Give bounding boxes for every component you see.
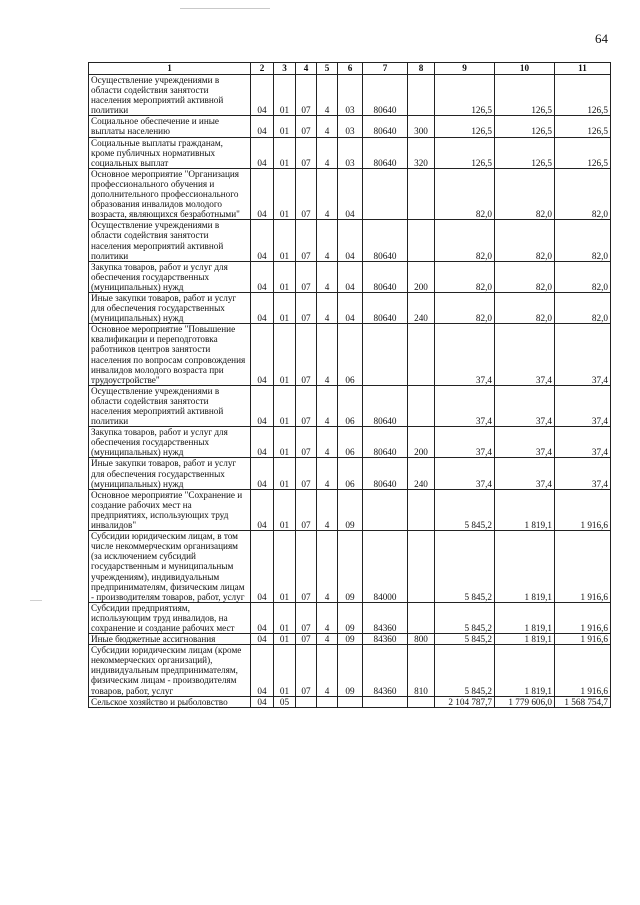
column-header-10: 10 (495, 63, 555, 75)
direction-cell (363, 696, 408, 707)
expense-type-cell (408, 168, 435, 219)
table-row (89, 75, 611, 116)
expense-type-cell (408, 75, 435, 116)
program-cell: 07 (296, 292, 317, 323)
amount-col9-cell: 5 845,2 (435, 634, 495, 645)
row-name-cell: Иные бюджетные ассигнования (89, 634, 251, 645)
amount-col11-cell: 126,5 (555, 75, 611, 116)
amount-col11-cell: 1 916,6 (555, 602, 611, 633)
expense-type-cell: 800 (408, 634, 435, 645)
subsection-cell: 05 (274, 696, 296, 707)
subsection-cell: 01 (274, 645, 296, 696)
column-header-3: 3 (274, 63, 296, 75)
amount-col10-cell: 126,5 (495, 116, 555, 137)
amount-col10-cell: 82,0 (495, 220, 555, 261)
row-name-cell: Основное мероприятие "Сохранение и создание рабочих мест на предприятиях, использующих труд инвалидов" (89, 489, 251, 530)
row-name-cell: Субсидии предприятиям, использующим труд инвалидов, на сохранение и создание рабочих мест (89, 602, 251, 633)
expense-type-cell: 810 (408, 645, 435, 696)
amount-col9-cell: 82,0 (435, 220, 495, 261)
table-row (89, 137, 611, 168)
subsection-cell: 01 (274, 261, 296, 292)
expense-type-cell: 300 (408, 116, 435, 137)
column-header-7: 7 (363, 63, 408, 75)
event-cell: 06 (338, 458, 363, 489)
direction-cell: 80640 (363, 137, 408, 168)
amount-col10-cell: 126,5 (495, 137, 555, 168)
expense-type-cell: 320 (408, 137, 435, 168)
amount-col11-cell: 1 916,6 (555, 634, 611, 645)
table-row (89, 645, 611, 696)
amount-col9-cell: 37,4 (435, 385, 495, 426)
table-row (89, 531, 611, 603)
direction-cell: 80640 (363, 75, 408, 116)
direction-cell: 80640 (363, 427, 408, 458)
row-name-cell: Иные закупки товаров, работ и услуг для обеспечения государственных (муниципальных) нужд (89, 292, 251, 323)
amount-col9-cell: 126,5 (435, 75, 495, 116)
amount-col10-cell: 1 779 606,0 (495, 696, 555, 707)
row-name-cell: Основное мероприятие "Повышение квалификации и переподготовка работников центров занятости населения по вопросам сопровождения инвалидов молодого возраста при трудоустройстве" (89, 324, 251, 386)
amount-col11-cell: 1 916,6 (555, 489, 611, 530)
table-row (89, 116, 611, 137)
event-cell: 06 (338, 427, 363, 458)
row-name-cell: Основное мероприятие "Организация профессионального обучения и дополнительного профессионального образования инвалидов молодого возраста, являющихся безработными" (89, 168, 251, 219)
expense-type-cell (408, 324, 435, 386)
program-cell: 07 (296, 645, 317, 696)
amount-col11-cell: 1 916,6 (555, 531, 611, 603)
scan-mark-left (30, 600, 42, 601)
amount-col11-cell: 82,0 (555, 168, 611, 219)
subsection-cell: 01 (274, 634, 296, 645)
amount-col11-cell: 126,5 (555, 116, 611, 137)
row-name-cell: Осуществление учреждениями в области содействия занятости населения мероприятий активной политики (89, 220, 251, 261)
amount-col10-cell: 1 819,1 (495, 645, 555, 696)
program-cell: 07 (296, 458, 317, 489)
program-cell: 07 (296, 385, 317, 426)
amount-col9-cell: 5 845,2 (435, 602, 495, 633)
section-cell: 04 (251, 116, 274, 137)
amount-col9-cell: 82,0 (435, 168, 495, 219)
direction-cell: 80640 (363, 116, 408, 137)
row-name-cell: Осуществление учреждениями в области содействия занятости населения мероприятий активной политики (89, 75, 251, 116)
direction-cell: 84360 (363, 602, 408, 633)
column-header-8: 8 (408, 63, 435, 75)
program-cell: 07 (296, 531, 317, 603)
amount-col11-cell: 1 568 754,7 (555, 696, 611, 707)
subsection-cell: 01 (274, 75, 296, 116)
amount-col9-cell: 37,4 (435, 427, 495, 458)
amount-col11-cell: 82,0 (555, 220, 611, 261)
section-cell: 04 (251, 634, 274, 645)
subsection-cell: 01 (274, 531, 296, 603)
section-cell: 04 (251, 645, 274, 696)
subprogram-cell: 4 (317, 645, 338, 696)
column-header-11: 11 (555, 63, 611, 75)
amount-col10-cell: 82,0 (495, 261, 555, 292)
event-cell: 06 (338, 385, 363, 426)
program-cell: 07 (296, 602, 317, 633)
amount-col10-cell: 1 819,1 (495, 602, 555, 633)
amount-col10-cell: 1 819,1 (495, 634, 555, 645)
amount-col11-cell: 37,4 (555, 385, 611, 426)
subprogram-cell: 4 (317, 458, 338, 489)
row-name-cell: Осуществление учреждениями в области содействия занятости населения мероприятий активной политики (89, 385, 251, 426)
section-cell: 04 (251, 531, 274, 603)
subprogram-cell: 4 (317, 137, 338, 168)
direction-cell: 80640 (363, 292, 408, 323)
column-header-4: 4 (296, 63, 317, 75)
direction-cell: 84360 (363, 634, 408, 645)
row-name-cell: Социальные выплаты гражданам, кроме публичных нормативных социальных выплат (89, 137, 251, 168)
subprogram-cell: 4 (317, 220, 338, 261)
subsection-cell: 01 (274, 168, 296, 219)
table-row (89, 458, 611, 489)
row-name-cell: Социальное обеспечение и иные выплаты населению (89, 116, 251, 137)
table-row (89, 168, 611, 219)
section-cell: 04 (251, 458, 274, 489)
subsection-cell: 01 (274, 458, 296, 489)
event-cell: 06 (338, 324, 363, 386)
event-cell (338, 696, 363, 707)
table-row (89, 385, 611, 426)
subprogram-cell: 4 (317, 261, 338, 292)
section-cell: 04 (251, 489, 274, 530)
amount-col10-cell: 82,0 (495, 168, 555, 219)
section-cell: 04 (251, 602, 274, 633)
subprogram-cell: 4 (317, 489, 338, 530)
subsection-cell: 01 (274, 385, 296, 426)
amount-col9-cell: 5 845,2 (435, 531, 495, 603)
subprogram-cell: 4 (317, 634, 338, 645)
program-cell: 07 (296, 220, 317, 261)
subsection-cell: 01 (274, 602, 296, 633)
row-name-cell: Закупка товаров, работ и услуг для обеспечения государственных (муниципальных) нужд (89, 427, 251, 458)
direction-cell (363, 489, 408, 530)
expense-type-cell (408, 696, 435, 707)
section-cell: 04 (251, 168, 274, 219)
event-cell: 09 (338, 489, 363, 530)
program-cell: 07 (296, 489, 317, 530)
column-header-6: 6 (338, 63, 363, 75)
program-cell: 07 (296, 634, 317, 645)
expense-type-cell: 240 (408, 458, 435, 489)
column-header-2: 2 (251, 63, 274, 75)
direction-cell: 80640 (363, 220, 408, 261)
section-cell: 04 (251, 220, 274, 261)
direction-cell: 84000 (363, 531, 408, 603)
subsection-cell: 01 (274, 116, 296, 137)
row-name-cell: Иные закупки товаров, работ и услуг для обеспечения государственных (муниципальных) нужд (89, 458, 251, 489)
row-name-cell: Закупка товаров, работ и услуг для обеспечения государственных (муниципальных) нужд (89, 261, 251, 292)
table-row (89, 427, 611, 458)
column-header-5: 5 (317, 63, 338, 75)
event-cell: 09 (338, 531, 363, 603)
table-row (89, 324, 611, 386)
expense-type-cell (408, 531, 435, 603)
expense-type-cell (408, 385, 435, 426)
subsection-cell: 01 (274, 324, 296, 386)
row-name-cell: Сельское хозяйство и рыболовство (89, 696, 251, 707)
amount-col10-cell: 1 819,1 (495, 531, 555, 603)
table-row (89, 634, 611, 645)
amount-col10-cell: 37,4 (495, 458, 555, 489)
subprogram-cell: 4 (317, 531, 338, 603)
row-name-cell: Субсидии юридическим лицам, в том числе некоммерческим организациям (за исключением субсидий государственным и муниципальным учреждениям), индивидуальным предпринимателям, физическим лицам - производителям товаров, работ, услуг (89, 531, 251, 603)
amount-col10-cell: 37,4 (495, 427, 555, 458)
program-cell: 07 (296, 168, 317, 219)
subprogram-cell: 4 (317, 75, 338, 116)
subsection-cell: 01 (274, 137, 296, 168)
amount-col10-cell: 82,0 (495, 292, 555, 323)
table-row (89, 220, 611, 261)
subprogram-cell: 4 (317, 602, 338, 633)
direction-cell: 84360 (363, 645, 408, 696)
program-cell: 07 (296, 137, 317, 168)
direction-cell (363, 324, 408, 386)
amount-col11-cell: 37,4 (555, 458, 611, 489)
program-cell: 07 (296, 261, 317, 292)
amount-col10-cell: 1 819,1 (495, 489, 555, 530)
subsection-cell: 01 (274, 220, 296, 261)
program-cell: 07 (296, 427, 317, 458)
subprogram-cell (317, 696, 338, 707)
table-body (89, 75, 611, 708)
section-cell: 04 (251, 696, 274, 707)
event-cell: 09 (338, 634, 363, 645)
event-cell: 03 (338, 137, 363, 168)
amount-col9-cell: 37,4 (435, 458, 495, 489)
event-cell: 03 (338, 75, 363, 116)
event-cell: 09 (338, 602, 363, 633)
subprogram-cell: 4 (317, 427, 338, 458)
section-cell: 04 (251, 427, 274, 458)
table-row (89, 292, 611, 323)
subsection-cell: 01 (274, 489, 296, 530)
expense-type-cell (408, 220, 435, 261)
subsection-cell: 01 (274, 292, 296, 323)
direction-cell: 80640 (363, 458, 408, 489)
amount-col9-cell: 82,0 (435, 292, 495, 323)
amount-col11-cell: 126,5 (555, 137, 611, 168)
subprogram-cell: 4 (317, 168, 338, 219)
section-cell: 04 (251, 137, 274, 168)
expense-type-cell: 240 (408, 292, 435, 323)
header-row (89, 63, 611, 75)
subprogram-cell: 4 (317, 116, 338, 137)
expense-type-cell: 200 (408, 261, 435, 292)
amount-col9-cell: 82,0 (435, 261, 495, 292)
expense-type-cell (408, 489, 435, 530)
expense-type-cell: 200 (408, 427, 435, 458)
amount-col9-cell: 37,4 (435, 324, 495, 386)
subprogram-cell: 4 (317, 292, 338, 323)
program-cell: 07 (296, 116, 317, 137)
scan-line-top (180, 8, 270, 9)
row-name-cell: Субсидии юридическим лицам (кроме некоммерческих организаций), индивидуальным предпринимателям, физическим лицам - производителям товаров, работ, услуг (89, 645, 251, 696)
event-cell: 04 (338, 261, 363, 292)
amount-col9-cell: 5 845,2 (435, 489, 495, 530)
subsection-cell: 01 (274, 427, 296, 458)
amount-col11-cell: 82,0 (555, 261, 611, 292)
table-header (89, 63, 611, 75)
event-cell: 04 (338, 168, 363, 219)
section-cell: 04 (251, 261, 274, 292)
event-cell: 04 (338, 220, 363, 261)
section-cell: 04 (251, 324, 274, 386)
direction-cell: 80640 (363, 261, 408, 292)
column-header-1: 1 (89, 63, 251, 75)
direction-cell: 80640 (363, 385, 408, 426)
amount-col9-cell: 126,5 (435, 137, 495, 168)
amount-col11-cell: 37,4 (555, 427, 611, 458)
table-row (89, 696, 611, 707)
section-cell: 04 (251, 75, 274, 116)
table-row (89, 602, 611, 633)
amount-col9-cell: 2 104 787,7 (435, 696, 495, 707)
page-number: 64 (595, 31, 608, 46)
amount-col11-cell: 82,0 (555, 292, 611, 323)
program-cell: 07 (296, 324, 317, 386)
amount-col9-cell: 126,5 (435, 116, 495, 137)
direction-cell (363, 168, 408, 219)
program-cell: 07 (296, 75, 317, 116)
amount-col11-cell: 1 916,6 (555, 645, 611, 696)
amount-col10-cell: 37,4 (495, 324, 555, 386)
table-row (89, 489, 611, 530)
column-header-9: 9 (435, 63, 495, 75)
section-cell: 04 (251, 385, 274, 426)
subprogram-cell: 4 (317, 385, 338, 426)
amount-col10-cell: 37,4 (495, 385, 555, 426)
amount-col10-cell: 126,5 (495, 75, 555, 116)
program-cell (296, 696, 317, 707)
event-cell: 04 (338, 292, 363, 323)
amount-col11-cell: 37,4 (555, 324, 611, 386)
section-cell: 04 (251, 292, 274, 323)
amount-col9-cell: 5 845,2 (435, 645, 495, 696)
event-cell: 09 (338, 645, 363, 696)
expense-type-cell (408, 602, 435, 633)
table-row (89, 261, 611, 292)
budget-table (88, 62, 611, 708)
subprogram-cell: 4 (317, 324, 338, 386)
event-cell: 03 (338, 116, 363, 137)
